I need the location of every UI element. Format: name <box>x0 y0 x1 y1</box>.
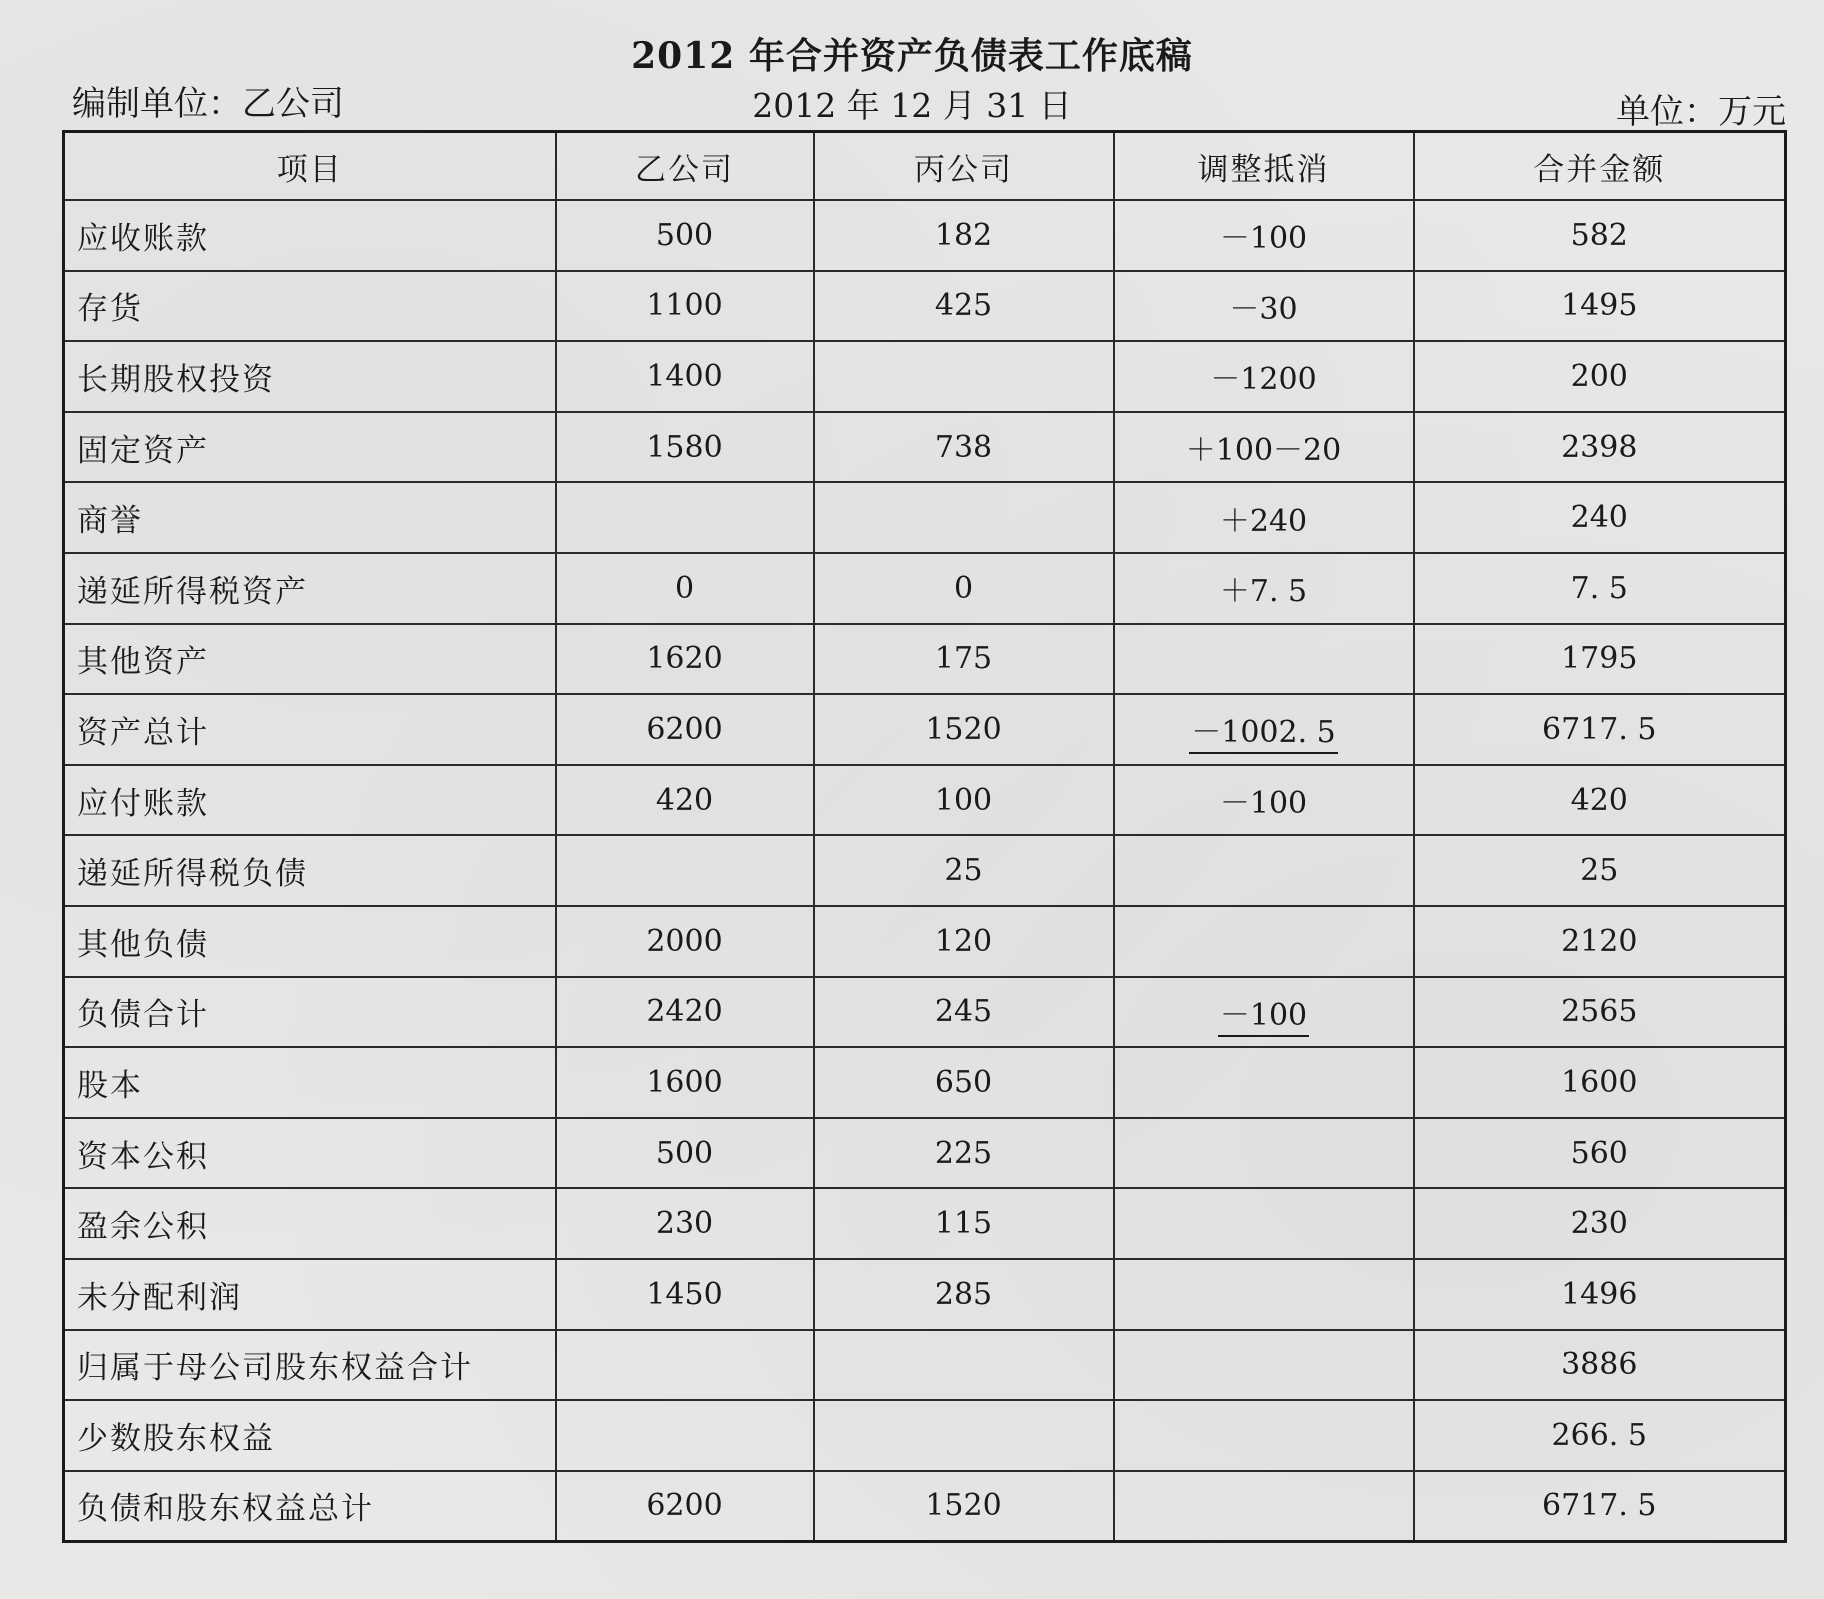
table-row <box>64 1259 1786 1330</box>
row-item: 商誉 <box>64 482 556 553</box>
cell-bing: 100 <box>814 765 1114 836</box>
row-item: 负债和股东权益总计 <box>64 1471 556 1542</box>
cell-adjustment <box>1114 835 1414 906</box>
cell-consolidated: 2120 <box>1414 906 1786 977</box>
cell-yi: 6200 <box>556 694 814 765</box>
row-item: 少数股东权益 <box>64 1400 556 1471</box>
cell-bing: 175 <box>814 624 1114 695</box>
cell-consolidated: 1600 <box>1414 1047 1786 1118</box>
table-row <box>64 1118 1786 1189</box>
cell-bing: 1520 <box>814 1471 1114 1542</box>
cell-consolidated: 6717. 5 <box>1414 694 1786 765</box>
column-header-consolidated: 合并金额 <box>1414 132 1786 201</box>
cell-bing: 650 <box>814 1047 1114 1118</box>
cell-yi: 230 <box>556 1188 814 1259</box>
cell-consolidated: 240 <box>1414 482 1786 553</box>
cell-adjustment: －100 <box>1114 200 1414 271</box>
cell-yi: 500 <box>556 200 814 271</box>
document-title: 2012 年合并资产负债表工作底稿 <box>631 35 1193 77</box>
cell-adjustment <box>1114 1471 1414 1542</box>
cell-consolidated: 560 <box>1414 1118 1786 1189</box>
cell-adjustment <box>1114 1330 1414 1401</box>
row-item: 资产总计 <box>64 694 556 765</box>
cell-yi: 500 <box>556 1118 814 1189</box>
cell-adjustment: －1200 <box>1114 341 1414 412</box>
cell-bing: 245 <box>814 977 1114 1048</box>
cell-adjustment: ＋100－20 <box>1114 412 1414 483</box>
cell-yi: 2000 <box>556 906 814 977</box>
row-item: 应付账款 <box>64 765 556 836</box>
cell-consolidated: 2565 <box>1414 977 1786 1048</box>
cell-yi <box>556 1400 814 1471</box>
cell-consolidated: 582 <box>1414 200 1786 271</box>
column-header-bing: 丙公司 <box>814 132 1114 201</box>
cell-yi: 1400 <box>556 341 814 412</box>
cell-adjustment <box>1114 1118 1414 1189</box>
column-header-item: 项目 <box>64 132 556 201</box>
table-row <box>64 271 1786 342</box>
cell-consolidated: 2398 <box>1414 412 1786 483</box>
table-row <box>64 1400 1786 1471</box>
table-row <box>64 1188 1786 1259</box>
cell-yi: 420 <box>556 765 814 836</box>
cell-adjustment <box>1114 977 1414 1048</box>
cell-consolidated: 266. 5 <box>1414 1400 1786 1471</box>
cell-bing: 120 <box>814 906 1114 977</box>
table-row <box>64 977 1786 1048</box>
cell-bing: 425 <box>814 271 1114 342</box>
row-item: 其他资产 <box>64 624 556 695</box>
cell-yi: 1580 <box>556 412 814 483</box>
cell-yi: 6200 <box>556 1471 814 1542</box>
cell-adjustment: ＋240 <box>1114 482 1414 553</box>
row-item: 递延所得税负债 <box>64 835 556 906</box>
row-item: 应收账款 <box>64 200 556 271</box>
row-item: 固定资产 <box>64 412 556 483</box>
cell-consolidated: 420 <box>1414 765 1786 836</box>
cell-yi: 2420 <box>556 977 814 1048</box>
cell-bing <box>814 1400 1114 1471</box>
cell-consolidated: 1795 <box>1414 624 1786 695</box>
cell-consolidated: 230 <box>1414 1188 1786 1259</box>
table-row <box>64 1471 1786 1542</box>
column-header-adjustment: 调整抵消 <box>1114 132 1414 201</box>
row-item: 存货 <box>64 271 556 342</box>
cell-adjustment <box>1114 906 1414 977</box>
cell-adjustment <box>1114 1400 1414 1471</box>
cell-adjustment <box>1114 1259 1414 1330</box>
table-row <box>64 835 1786 906</box>
table-row <box>64 412 1786 483</box>
cell-adjustment <box>1114 694 1414 765</box>
row-item: 资本公积 <box>64 1118 556 1189</box>
cell-yi: 1620 <box>556 624 814 695</box>
cell-bing: 285 <box>814 1259 1114 1330</box>
cell-yi: 1100 <box>556 271 814 342</box>
table-row <box>64 341 1786 412</box>
cell-consolidated: 7. 5 <box>1414 553 1786 624</box>
row-item: 其他负债 <box>64 906 556 977</box>
cell-adjustment <box>1114 1188 1414 1259</box>
header-row <box>64 132 1786 201</box>
cell-bing: 1520 <box>814 694 1114 765</box>
cell-adjustment <box>1114 1047 1414 1118</box>
cell-bing: 0 <box>814 553 1114 624</box>
cell-bing <box>814 1330 1114 1401</box>
cell-adjustment: －100 <box>1114 765 1414 836</box>
table-row <box>64 624 1786 695</box>
table-row <box>64 482 1786 553</box>
row-item: 长期股权投资 <box>64 341 556 412</box>
cell-consolidated: 200 <box>1414 341 1786 412</box>
underlined-subtotal: －100 <box>1218 998 1309 1037</box>
consolidation-table <box>62 130 1787 1543</box>
cell-bing: 738 <box>814 412 1114 483</box>
currency-unit: 单位：万元 <box>1616 92 1786 132</box>
cell-yi <box>556 835 814 906</box>
cell-bing <box>814 482 1114 553</box>
cell-adjustment: ＋7. 5 <box>1114 553 1414 624</box>
cell-consolidated: 1495 <box>1414 271 1786 342</box>
prepared-by: 编制单位：乙公司 <box>72 84 344 124</box>
table-row <box>64 765 1786 836</box>
column-header-yi: 乙公司 <box>556 132 814 201</box>
table-row <box>64 906 1786 977</box>
cell-bing: 182 <box>814 200 1114 271</box>
table-row <box>64 694 1786 765</box>
row-item: 递延所得税资产 <box>64 553 556 624</box>
cell-consolidated: 6717. 5 <box>1414 1471 1786 1542</box>
underlined-subtotal: －1002. 5 <box>1189 715 1338 754</box>
cell-yi <box>556 1330 814 1401</box>
cell-consolidated: 1496 <box>1414 1259 1786 1330</box>
cell-adjustment <box>1114 624 1414 695</box>
cell-consolidated: 25 <box>1414 835 1786 906</box>
cell-consolidated: 3886 <box>1414 1330 1786 1401</box>
row-item: 负债合计 <box>64 977 556 1048</box>
cell-yi: 1600 <box>556 1047 814 1118</box>
row-item: 股本 <box>64 1047 556 1118</box>
cell-yi <box>556 482 814 553</box>
table-row <box>64 200 1786 271</box>
cell-bing: 225 <box>814 1118 1114 1189</box>
document-date: 2012 年 12 月 31 日 <box>752 86 1072 125</box>
row-item: 盈余公积 <box>64 1188 556 1259</box>
row-item: 归属于母公司股东权益合计 <box>64 1330 556 1401</box>
row-item: 未分配利润 <box>64 1259 556 1330</box>
cell-yi: 1450 <box>556 1259 814 1330</box>
cell-bing: 115 <box>814 1188 1114 1259</box>
cell-bing <box>814 341 1114 412</box>
cell-bing: 25 <box>814 835 1114 906</box>
table-row <box>64 1047 1786 1118</box>
table-row <box>64 1330 1786 1401</box>
cell-yi: 0 <box>556 553 814 624</box>
table-row <box>64 553 1786 624</box>
cell-adjustment: －30 <box>1114 271 1414 342</box>
